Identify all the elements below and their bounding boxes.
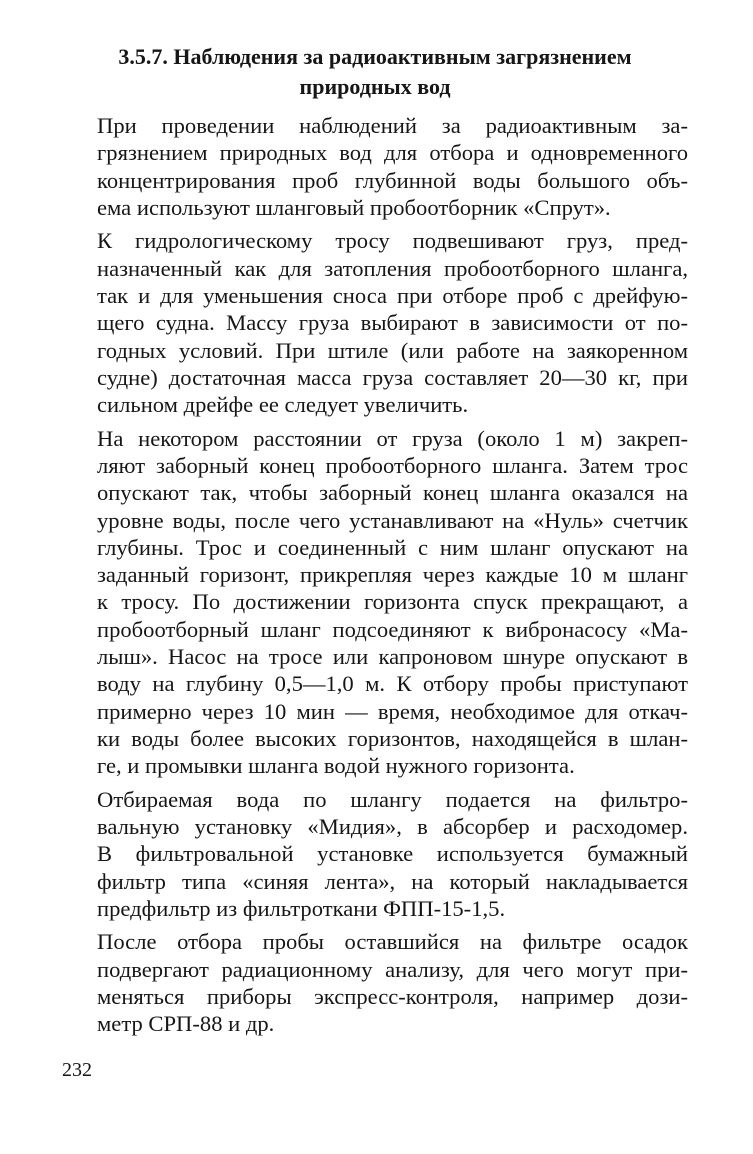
- text-line: ки воды более высоких горизонтов, находящейся в шлан-: [97, 725, 688, 751]
- page-number: 232: [62, 1059, 92, 1081]
- paragraph: [62, 928, 688, 1037]
- text-line: концентрирования проб глубинной воды большого объ-: [97, 167, 688, 193]
- paragraph: [62, 786, 688, 922]
- text-line: лыш». Насос на тросе или капроновом шнуре опускают в: [97, 644, 688, 670]
- text-line: опускают так, чтобы заборный конец шланга оказался на: [97, 480, 688, 506]
- text-line: На некотором расстоянии от груза (около 1 м) закреп-: [97, 425, 688, 451]
- text-line: так и для уменьшения сноса при отборе проб с дрейфую-: [97, 282, 688, 308]
- text-line: ляют заборный конец пробоотборного шланга. Затем трос: [97, 452, 688, 478]
- text-line: заданный горизонт, прикрепляя через каждые 10 м шланг: [97, 562, 688, 588]
- text-line: вальную установку «Мидия», в абсорбер и расходомер.: [97, 813, 688, 839]
- text-line: После отбора пробы оставшийся на фильтре осадок: [97, 929, 688, 955]
- text-line: щего судна. Массу груза выбирают в зависимости от по-: [97, 310, 688, 336]
- text-line: предфильтр из фильтроткани ФПП-15-1,5.: [97, 895, 506, 921]
- text-line: При проведении наблюдений за радиоактивным за-: [97, 113, 688, 138]
- section-heading-line: природных вод: [299, 74, 451, 99]
- text-line: В фильтровальной установке используется бумажный: [97, 841, 688, 867]
- text-line: ема используют шланговый пробоотборник «Спрут».: [97, 194, 611, 220]
- text-line: уровне воды, после чего устанавливают на «Нуль» счетчик: [97, 507, 688, 533]
- text-line: воду на глубину 0,5—1,0 м. К отбору пробы приступают: [97, 671, 688, 697]
- text-line: к тросу. По достижении горизонта спуск прекращают, а: [97, 589, 688, 615]
- body-text: [62, 112, 688, 1044]
- paragraph: [62, 425, 688, 780]
- text-line: метр СРП-88 и др.: [97, 1011, 275, 1037]
- text-line: пробоотборный шланг подсоединяют к вибронасосу «Ма-: [97, 616, 688, 642]
- text-line: меняться приборы экспресс-контроля, например дози-: [97, 983, 688, 1009]
- text-line: назначенный как для затопления пробоотборного шланга,: [97, 255, 688, 281]
- text-line: глубины. Трос и соединенный с ним шланг опускают на: [97, 534, 688, 560]
- text-line: судне) достаточная масса груза составляет 20—30 кг, при: [97, 364, 688, 390]
- text-line: Отбираемая вода по шлангу подается на фильтро-: [97, 786, 688, 812]
- text-line: сильном дрейфе ее следует увеличить.: [97, 392, 469, 418]
- text-line: фильтр типа «синяя лента», на который накладывается: [97, 868, 688, 894]
- text-line: К гидрологическому тросу подвешивают груз, пред-: [97, 228, 688, 254]
- section-heading: [62, 42, 688, 102]
- text-line: примерно через 10 мин — время, необходимое для откач-: [97, 698, 688, 724]
- text-line: подвергают радиационному анализу, для чего могут при-: [97, 956, 688, 982]
- text-line: ге, и промывки шланга водой нужного горизонта.: [97, 753, 575, 779]
- text-line: годных условий. При штиле (или работе на заякоренном: [97, 337, 688, 363]
- paragraph: [62, 112, 688, 221]
- section-heading-line: 3.5.7. Наблюдения за радиоактивным загрязнением: [118, 44, 632, 69]
- paragraph: [62, 227, 688, 418]
- text-line: грязнением природных вод для отбора и одновременного: [97, 140, 688, 166]
